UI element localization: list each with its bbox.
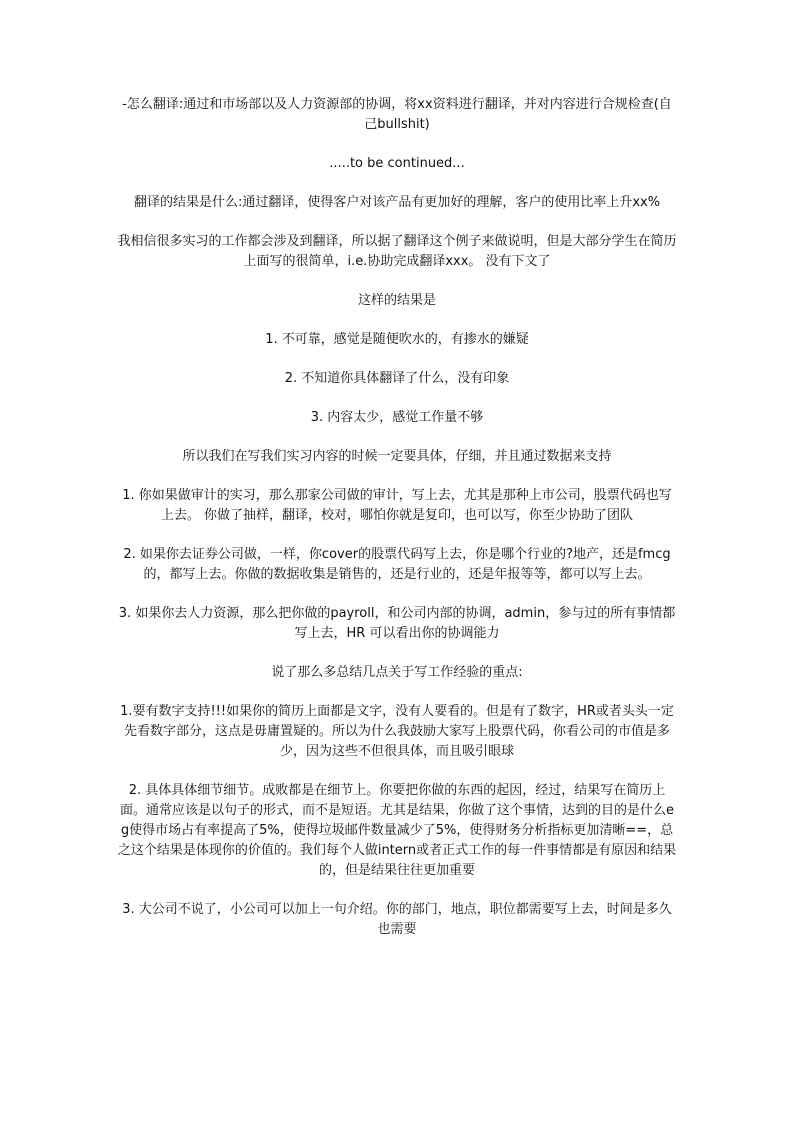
paragraph-to-be-continued: .....to be continued... bbox=[329, 156, 465, 171]
list-item-hr: 3. 如果你去人力资源，那么把你做的payroll，和公司内部的协调，admin，参与过的所有事情都写上去，HR 可以看出你的协调能力 bbox=[118, 606, 676, 641]
document-body bbox=[116, 95, 678, 940]
list-item-numbers: 1.要有数字支持!!!如果你的简历上面都是文字，没有人要看的。但是有了数字，HR或者头头一定先看数字部分，这点是毋庸置疑的。所以为什么我鼓励大家写上股票代码，你看公司的市值是多少，因为这些不但很具体，而且吸引眼球 bbox=[120, 704, 674, 759]
paragraph-summary-heading: 说了那么多总结几点关于写工作经验的重点: bbox=[271, 665, 523, 680]
paragraph-translation-result: 翻译的结果是什么:通过翻译，使得客户对该产品有更加好的理解，客户的使用比率上升xx% bbox=[133, 195, 661, 210]
list-item-securities: 2. 如果你去证券公司做，一样，你cover的股票代码写上去，你是哪个行业的?地产，还是fmcg的，都写上去。你做的数据收集是销售的，还是行业的，还是年报等等，都可以写上去。 bbox=[123, 547, 671, 582]
paragraph-how-to-translate: -怎么翻译:通过和市场部以及人力资源部的协调，将xx资料进行翻译，并对内容进行合规检查(自己bullshit) bbox=[122, 97, 672, 132]
list-item-too-little: 3. 内容太少，感觉工作量不够 bbox=[310, 410, 484, 425]
list-item-company-intro: 3. 大公司不说了，小公司可以加上一句介绍。你的部门，地点，职位都需要写上去，时间是多久也需要 bbox=[122, 902, 672, 937]
list-item-unreliable: 1. 不可靠，感觉是随便吹水的，有掺水的嫌疑 bbox=[265, 332, 529, 347]
list-item-no-impression: 2. 不知道你具体翻译了什么，没有印象 bbox=[284, 371, 510, 386]
list-item-details: 2. 具体具体细节细节。成败都是在细节上。你要把你做的东西的起因，经过，结果写在简历上面。通常应该是以句子的形式，而不是短语。尤其是结果，你做了这个事情，达到的目的是什么eg使得市场占有率提高了5%，使得垃圾邮件数量减少了5%，使得财务分析指标更加清晰==，总之这个结果是体现你的价值的。我们每个人做intern或者正式工作的每一件事情都是有原因和结果的，但是结果往往更加重要 bbox=[117, 783, 677, 878]
paragraph-be-specific: 所以我们在写我们实习内容的时候一定要具体，仔细，并且通过数据来支持 bbox=[182, 449, 612, 464]
paragraph-result-heading: 这样的结果是 bbox=[357, 293, 436, 308]
paragraph-translation-example: 我相信很多实习的工作都会涉及到翻译，所以据了翻译这个例子来做说明，但是大部分学生在简历上面写的很简单，i.e.协助完成翻译xxx。 没有下文了 bbox=[117, 234, 677, 269]
list-item-audit: 1. 你如果做审计的实习，那么那家公司做的审计，写上去，尤其是那种上市公司，股票代码也写上去。 你做了抽样，翻译，校对，哪怕你就是复印，也可以写，你至少协助了团队 bbox=[122, 488, 672, 523]
